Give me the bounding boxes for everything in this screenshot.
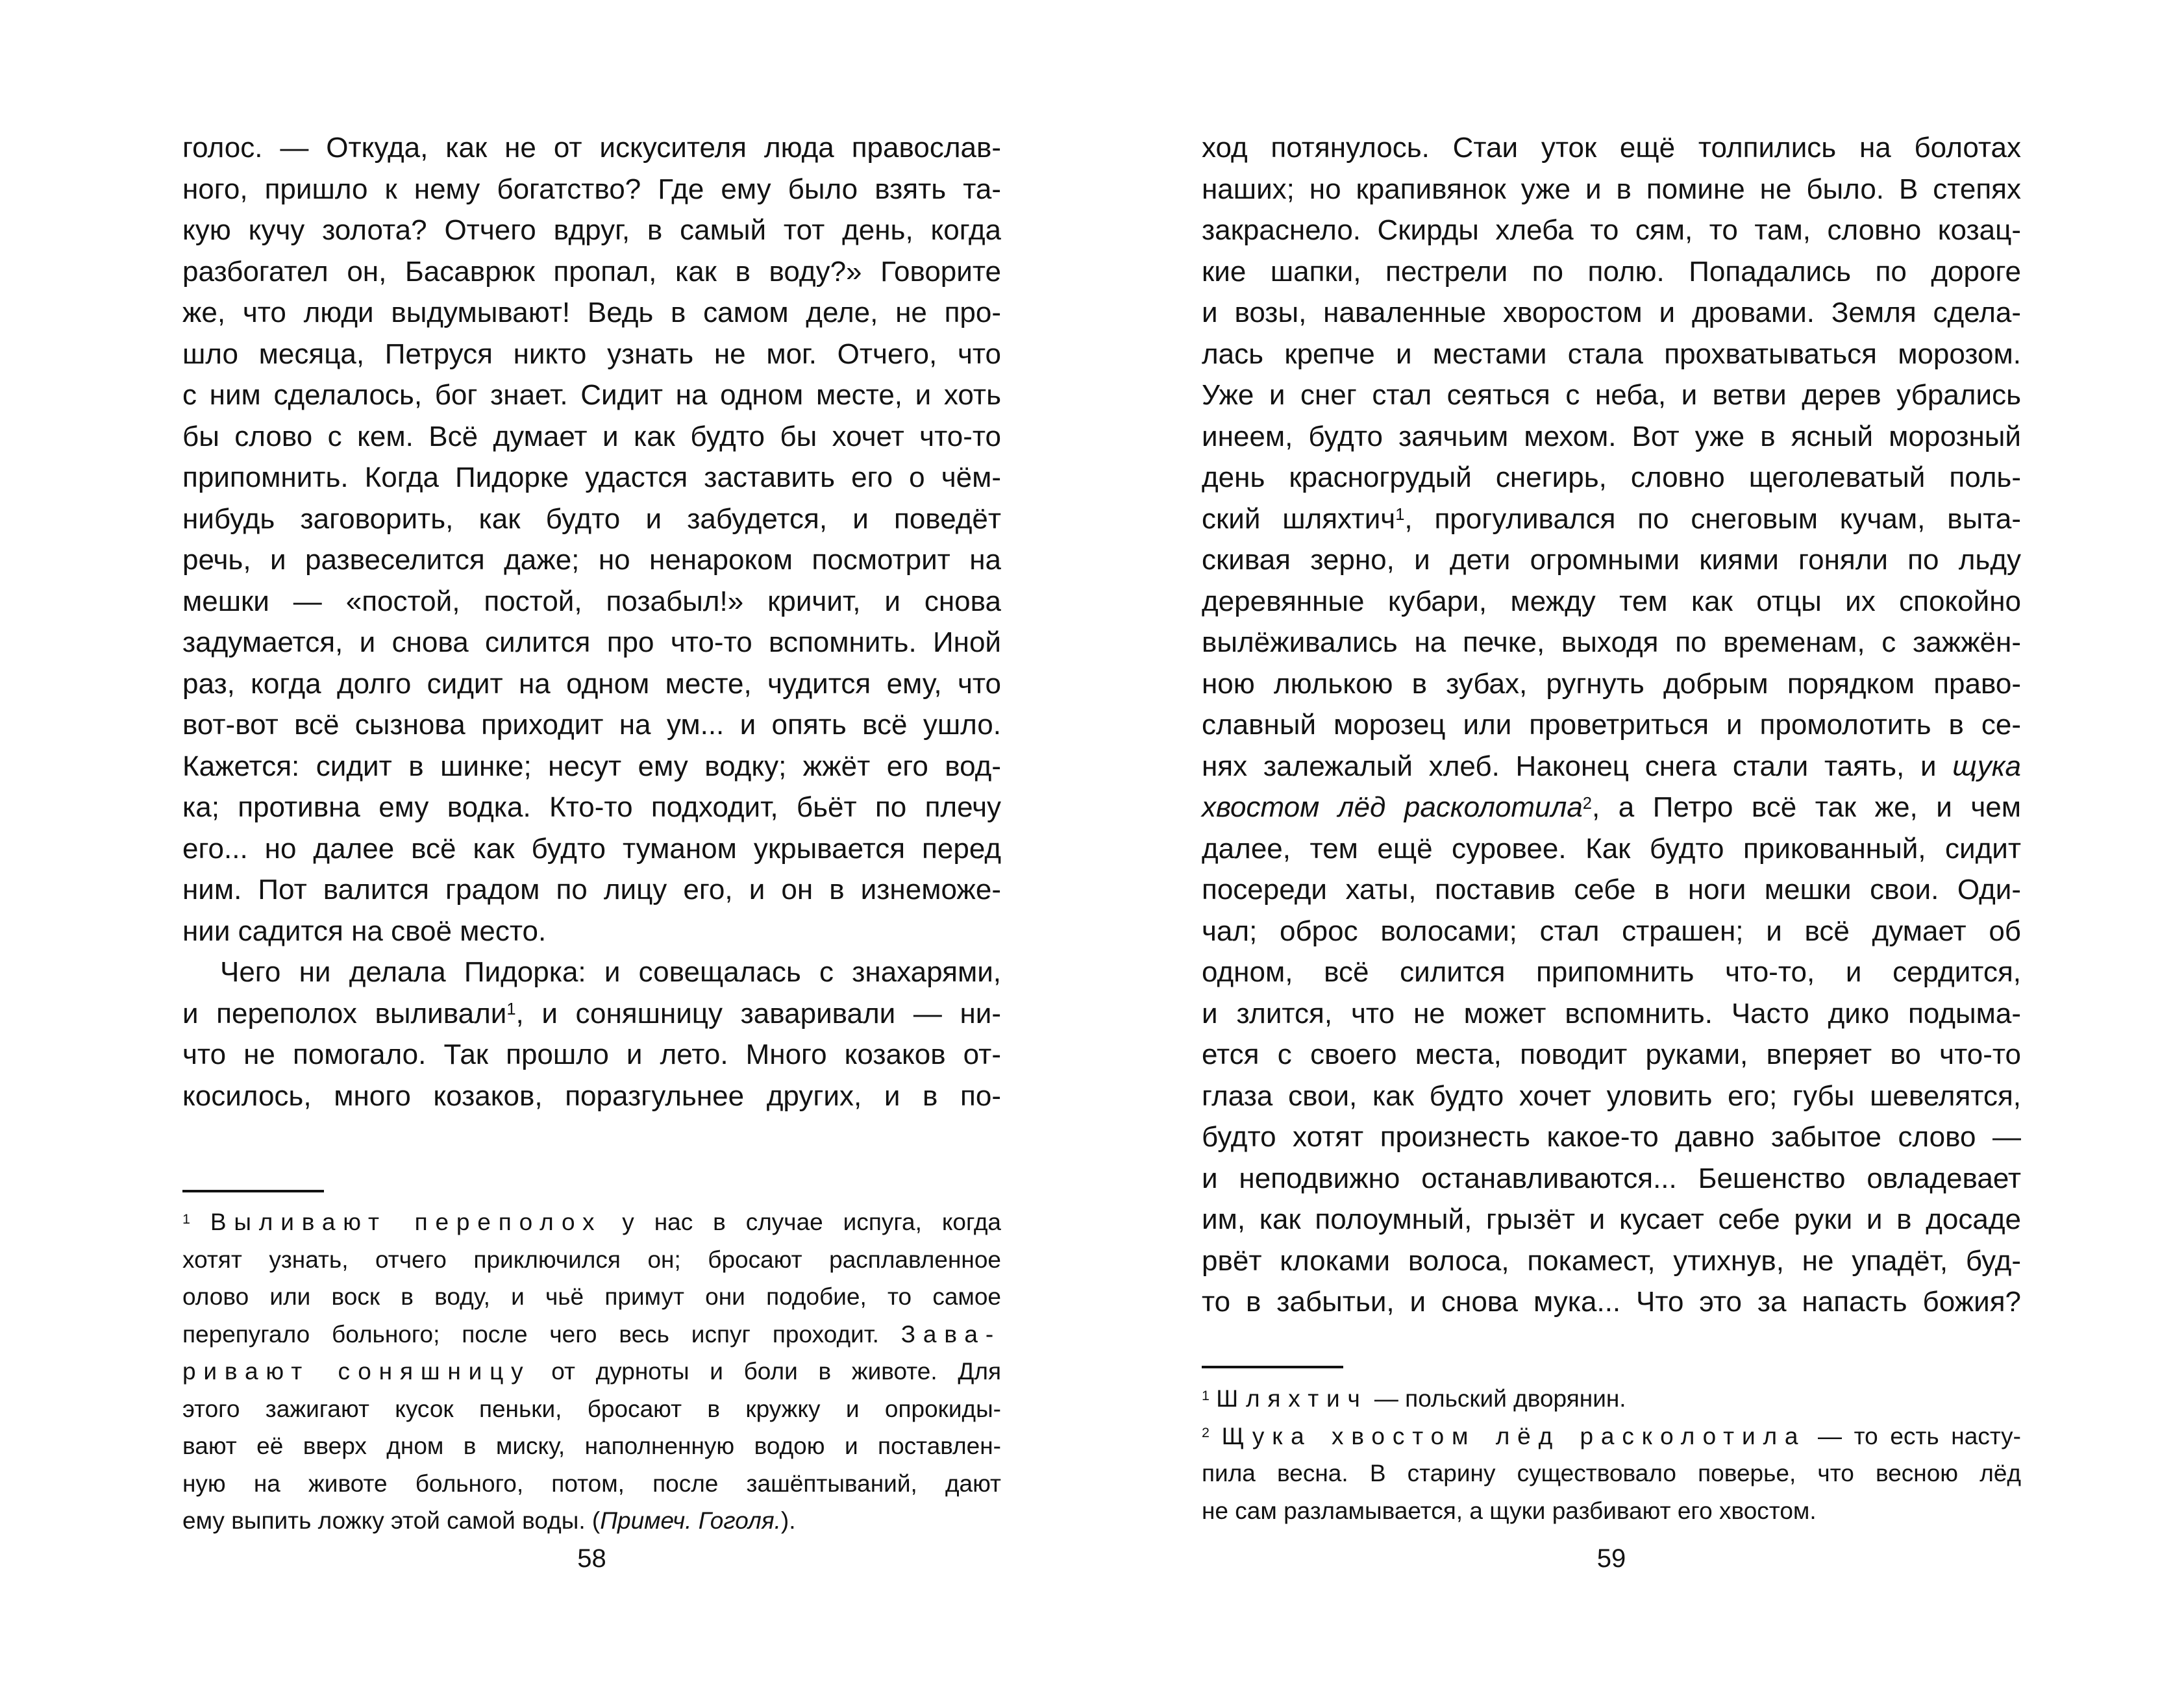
text-line bbox=[1202, 1034, 2021, 1076]
text-segment: вылёживались на печке, выходя по временам, с зажжён- bbox=[1202, 626, 2021, 658]
text-line bbox=[1202, 1116, 2021, 1158]
text-line bbox=[182, 292, 1001, 334]
text-segment bbox=[190, 1209, 210, 1235]
text-segment: Зава- bbox=[900, 1320, 1001, 1348]
text-segment: день красногрудый снегирь, словно щеголеватый поль- bbox=[1202, 462, 2021, 493]
text-line bbox=[182, 127, 1001, 169]
text-line bbox=[1202, 1380, 2021, 1418]
text-segment: ривают соняшницу bbox=[182, 1358, 531, 1385]
text-line bbox=[182, 911, 1001, 952]
text-line bbox=[182, 1390, 1001, 1428]
text-line bbox=[182, 1316, 1001, 1353]
text-line bbox=[182, 952, 1001, 993]
text-line bbox=[1202, 663, 2021, 705]
text-line bbox=[1202, 1418, 2021, 1455]
text-segment: , и соняшницу заваривали — ни- bbox=[515, 997, 1001, 1030]
text-line bbox=[1202, 1455, 2021, 1492]
text-line bbox=[182, 787, 1001, 828]
footnote-marker: 1 bbox=[1202, 1387, 1210, 1403]
text-segment: раз, когда долго сидит на одном месте, чудится ему, что bbox=[182, 667, 1001, 700]
text-segment: рвёт клоками волоса, покамест, утихнув, не упадёт, буд- bbox=[1202, 1244, 2021, 1277]
text-segment: речь, и развеселится даже; но ненароком посмотрит на bbox=[182, 544, 1001, 576]
text-segment: Кажется: сидит в шинке; несут ему водку; жжёт его вод- bbox=[182, 750, 1001, 782]
text-segment: ную на животе больного, потом, после зашёптываний, дают bbox=[182, 1470, 1001, 1497]
text-segment bbox=[1210, 1423, 1222, 1449]
text-line bbox=[1202, 292, 2021, 334]
text-line bbox=[1202, 1076, 2021, 1117]
text-segment: и неподвижно останавливаются... Бешенство овладевает bbox=[1202, 1162, 2021, 1194]
text-line bbox=[182, 539, 1001, 581]
text-line bbox=[182, 1241, 1001, 1279]
text-line bbox=[182, 993, 1001, 1035]
text-segment: нях залежалый хлеб. Наконец снега стали таять, и bbox=[1202, 750, 1953, 782]
text-line bbox=[1202, 911, 2021, 952]
footnote-separator-rule bbox=[1202, 1366, 1343, 1368]
page-number-right: 59 bbox=[1596, 1544, 1626, 1573]
text-segment: далее, тем ещё суровее. Как будто прикованный, сидит bbox=[1202, 832, 2021, 865]
text-segment: посереди хаты, поставив себе в ноги мешки свои. Оди- bbox=[1202, 874, 2021, 906]
text-segment: Выливают переполох bbox=[210, 1209, 602, 1235]
text-segment: нибудь заговорить, как будто и забудется, и поведёт bbox=[182, 502, 1001, 535]
text-line bbox=[1202, 416, 2021, 458]
text-line bbox=[182, 704, 1001, 746]
text-segment: этого зажигают кусок пеньки, бросают в кружку и опрокиды- bbox=[182, 1395, 1001, 1422]
text-line bbox=[182, 251, 1001, 293]
text-segment: ною люлькою в зубах, ругнуть добрым порядком право- bbox=[1202, 667, 2021, 700]
text-line bbox=[1202, 581, 2021, 623]
text-line bbox=[182, 581, 1001, 623]
text-line bbox=[1202, 210, 2021, 251]
text-segment: и возы, наваленные хворостом и дровами. Земля сдела- bbox=[1202, 297, 2021, 328]
text-segment: от дурноты и боли в животе. Для bbox=[530, 1358, 1001, 1385]
text-line bbox=[1202, 1492, 2021, 1530]
text-segment: разбогател он, Басаврюк пропал, как в воду?» Говорите bbox=[182, 255, 1001, 288]
text-segment: Уже и снег стал сеяться с неба, и ветви дерев убрались bbox=[1202, 379, 2021, 411]
text-segment: ется с своего места, поводит руками, вперяет во что-то bbox=[1202, 1039, 2021, 1070]
text-segment: щука bbox=[1952, 750, 2021, 782]
text-segment: Щука хвостом лёд расколотила bbox=[1221, 1422, 1806, 1449]
text-segment: перепугало больного; после чего весь испуг проходит. bbox=[182, 1320, 901, 1348]
text-line bbox=[1202, 622, 2021, 663]
text-line bbox=[1202, 1158, 2021, 1200]
text-line bbox=[1202, 746, 2021, 787]
text-line bbox=[1202, 952, 2021, 993]
text-segment: и переполох выливали bbox=[182, 997, 507, 1030]
text-line bbox=[182, 375, 1001, 416]
text-segment: с ним сделалось, бог знает. Сидит на одном месте, и хоть bbox=[182, 379, 1001, 411]
text-segment: пила весна. В старину существовало поверье, что весною лёд bbox=[1202, 1460, 2021, 1486]
text-line bbox=[182, 1203, 1001, 1241]
text-segment: бы слово с кем. Всё думает и как будто бы хочет что-то bbox=[182, 420, 1001, 452]
text-segment: припомнить. Когда Пидорке удастся заставить его о чём- bbox=[182, 462, 1001, 493]
text-segment: ему выпить ложку этой самой воды. ( bbox=[182, 1507, 601, 1534]
text-line bbox=[1202, 539, 2021, 581]
text-segment: ка; противна ему водка. Кто-то подходит, бьёт по плечу bbox=[182, 791, 1001, 823]
text-line bbox=[1202, 375, 2021, 416]
text-segment: и злится, что не может вспомнить. Часто дико подыма- bbox=[1202, 997, 2021, 1030]
page-left-main-text bbox=[182, 127, 1001, 1116]
text-line bbox=[182, 1034, 1001, 1076]
text-line bbox=[1202, 828, 2021, 870]
text-segment: ). bbox=[780, 1507, 796, 1534]
text-segment: кую кучу золота? Отчего вдруг, в самый тот день, когда bbox=[182, 214, 1001, 246]
text-line bbox=[1202, 169, 2021, 210]
text-segment: Чего ни делала Пидорка: и совещалась с знахарями, bbox=[220, 956, 1001, 988]
text-segment: его... но далее всё как будто туманом укрывается перед bbox=[182, 832, 1001, 865]
text-segment: же, что люди выдумывают! Ведь в самом деле, не про- bbox=[182, 297, 1001, 328]
text-segment: — польский дворянин. bbox=[1367, 1385, 1626, 1412]
text-segment: инеем, будто заячьим мехом. Вот уже в ясный морозный bbox=[1202, 420, 2021, 452]
text-line bbox=[1202, 993, 2021, 1035]
text-line bbox=[182, 746, 1001, 787]
text-segment: олово или воск в воду, и чьё примут они подобие, то самое bbox=[182, 1283, 1001, 1310]
text-line bbox=[1202, 1240, 2021, 1282]
text-segment: скивая зерно, и дети огромными киями гоняли по льду bbox=[1202, 544, 2021, 576]
page-number-left: 58 bbox=[577, 1544, 606, 1573]
text-segment: у нас в случае испуга, когда bbox=[602, 1209, 1001, 1235]
text-line bbox=[1202, 251, 2021, 293]
footnote-marker: 1 bbox=[506, 1000, 516, 1019]
text-line bbox=[1202, 127, 2021, 169]
text-segment: ного, пришло к нему богатство? Где ему было взять та- bbox=[182, 173, 1001, 205]
text-segment bbox=[1210, 1385, 1216, 1412]
text-segment: вот-вот всё сызнова приходит на ум... и опять всё ушло. bbox=[182, 709, 1001, 741]
footnote-marker: 1 bbox=[182, 1211, 190, 1227]
page-left-footnotes bbox=[182, 1203, 1001, 1540]
text-line bbox=[1202, 499, 2021, 540]
text-segment: , прогуливался по снеговым кучам, выта- bbox=[1404, 502, 2021, 535]
text-segment: будто хотят произнесть какое-то давно забытое слово — bbox=[1202, 1121, 2021, 1153]
text-segment: им, как полоумный, грызёт и кусает себе руки и в досаде bbox=[1202, 1203, 2021, 1235]
text-line bbox=[182, 210, 1001, 251]
text-segment: мешки — «постой, постой, позабыл!» кричит, и снова bbox=[182, 585, 1001, 617]
text-segment: что не помогало. Так прошло и лето. Много козаков от- bbox=[182, 1039, 1001, 1070]
text-segment: , а Петро всё так же, и чем bbox=[1592, 791, 2022, 823]
text-line bbox=[1202, 334, 2021, 375]
text-segment: ход потянулось. Стаи уток ещё толпились на болотах bbox=[1202, 132, 2021, 164]
text-segment: Шляхтич bbox=[1216, 1385, 1368, 1412]
text-segment: глаза свои, как будто хочет уловить его; губы шевелятся, bbox=[1202, 1079, 2021, 1112]
text-line bbox=[182, 1353, 1001, 1390]
text-segment: хвостом лёд расколотила bbox=[1202, 791, 1583, 823]
text-line bbox=[182, 334, 1001, 375]
text-line bbox=[1202, 1199, 2021, 1240]
text-line bbox=[182, 869, 1001, 911]
text-segment: закраснело. Скирды хлеба то сям, то там, словно козац- bbox=[1202, 214, 2021, 246]
text-segment: ним. Пот валится градом по лицу его, и он в изнеможе- bbox=[182, 874, 1001, 906]
text-segment: то в забытьи, и снова мука... Что это за напасть божия? bbox=[1202, 1286, 2021, 1318]
text-line bbox=[182, 1502, 1001, 1540]
text-segment: хотят узнать, отчего приключился он; бросают расплавленное bbox=[182, 1246, 1001, 1273]
text-line bbox=[182, 499, 1001, 540]
text-line bbox=[1202, 787, 2021, 828]
text-segment: косилось, много козаков, поразгульнее других, и в по- bbox=[182, 1079, 1001, 1112]
text-segment: не сам разламывается, а щуки разбивают его хвостом. bbox=[1202, 1497, 1817, 1524]
text-segment: кие шапки, пестрели по полю. Попадались по дороге bbox=[1202, 255, 2021, 288]
text-line bbox=[1202, 704, 2021, 746]
text-line bbox=[182, 169, 1001, 210]
page-right-footnotes bbox=[1202, 1380, 2021, 1529]
text-line bbox=[182, 457, 1001, 499]
text-segment: нии садится на своё место. bbox=[182, 915, 547, 947]
text-line bbox=[182, 1465, 1001, 1503]
text-segment: задумается, и снова силится про что-то вспомнить. Иной bbox=[182, 626, 1001, 658]
text-segment: славный морозец или проветриться и промолотить в се- bbox=[1202, 709, 2021, 741]
text-segment: одном, всё силится припомнить что-то, и сердится, bbox=[1202, 956, 2021, 988]
text-line bbox=[1202, 869, 2021, 911]
text-line bbox=[1202, 457, 2021, 499]
text-line bbox=[182, 663, 1001, 705]
text-segment: вают её вверх дном в миску, наполненную водою и поставлен- bbox=[182, 1433, 1001, 1459]
text-segment: чал; оброс волосами; стал страшен; и всё думает об bbox=[1202, 915, 2021, 947]
text-segment: Примеч. Гоголя. bbox=[600, 1507, 781, 1534]
text-line bbox=[182, 1278, 1001, 1316]
text-segment: — то есть насту- bbox=[1806, 1422, 2022, 1449]
text-segment: лась крепче и местами стала прохватываться морозом. bbox=[1202, 338, 2021, 370]
text-segment: деревянные кубари, между тем как отцы их спокойно bbox=[1202, 585, 2021, 617]
text-segment: ский шляхтич bbox=[1202, 502, 1396, 535]
footnote-marker: 2 bbox=[1582, 794, 1592, 813]
text-line bbox=[182, 1427, 1001, 1465]
page-right-main-text bbox=[1202, 127, 2021, 1323]
text-line bbox=[182, 1076, 1001, 1117]
text-segment: голос. — Откуда, как не от искусителя люда православ- bbox=[182, 132, 1001, 164]
footnote-marker: 1 bbox=[1395, 506, 1405, 524]
text-line bbox=[182, 416, 1001, 458]
footnote-marker: 2 bbox=[1202, 1425, 1210, 1441]
text-segment: шло месяца, Петруся никто узнать не мог. Отчего, что bbox=[182, 338, 1001, 370]
footnote-separator-rule bbox=[182, 1190, 324, 1192]
text-line bbox=[182, 622, 1001, 663]
text-segment: наших; но крапивянок уже и в помине не было. В степях bbox=[1202, 173, 2021, 205]
text-line bbox=[1202, 1281, 2021, 1323]
text-line bbox=[182, 828, 1001, 870]
